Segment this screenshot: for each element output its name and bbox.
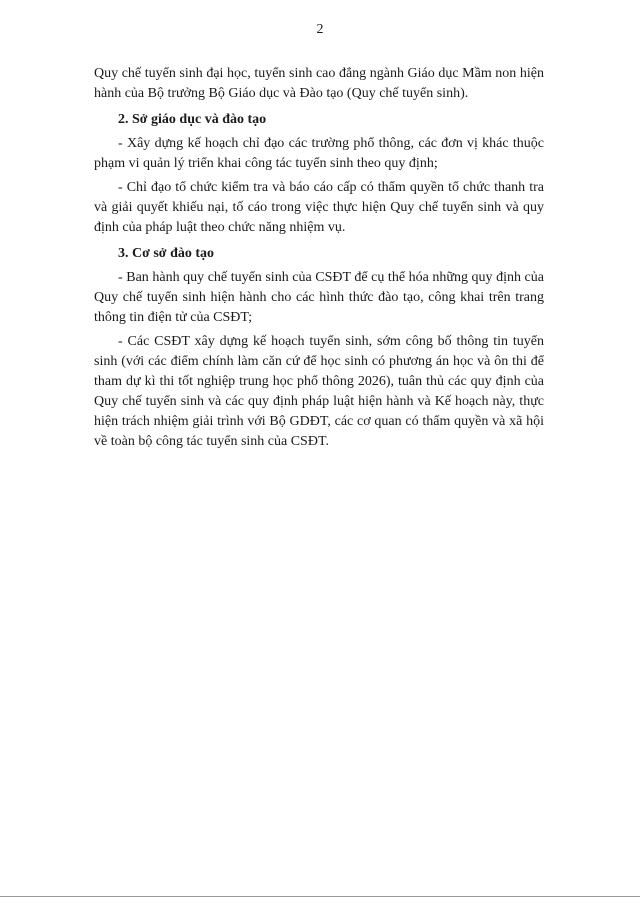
- intro-paragraph: Quy chế tuyển sinh đại học, tuyển sinh cao đẳng ngành Giáo dục Mầm non hiện hành của Bộ trưởng Bộ Giáo dục và Đào tạo (Quy chế tuyển sinh).: [94, 66, 544, 101]
- section-3-heading: 3. Cơ sở đào tạo: [118, 246, 215, 261]
- page-number: 2: [316, 22, 324, 37]
- footer-divider: [0, 896, 640, 897]
- section-3-paragraph-1: - Ban hành quy chế tuyển sinh của CSĐT để cụ thể hóa những quy định của Quy chế tuyển sinh hiện hành cho các hình thức đào tạo, công khai trên trang thông tin điện tử của CSĐT;: [94, 270, 544, 325]
- section-2-heading: 2. Sở giáo dục và đào tạo: [118, 112, 267, 127]
- section-2-paragraph-2: - Chỉ đạo tổ chức kiểm tra và báo cáo cấp có thẩm quyền tổ chức thanh tra và giải quyết khiếu nại, tố cáo trong việc thực hiện Quy chế tuyển sinh và quy định của pháp luật theo chức năng nhiệm vụ.: [94, 180, 544, 235]
- document-body: [94, 64, 544, 452]
- section-2-paragraph-1: - Xây dựng kế hoạch chỉ đạo các trường phổ thông, các đơn vị khác thuộc phạm vi quản lý triển khai công tác tuyển sinh theo quy định;: [94, 136, 544, 171]
- section-3-paragraph-2: - Các CSĐT xây dựng kế hoạch tuyển sinh, sớm công bố thông tin tuyển sinh (với các điểm chính làm căn cứ để học sinh có phương án học và ôn thi để tham dự kì thi tốt nghiệp trung học phổ thông 2026), tuân thủ các quy định của Quy chế tuyển sinh và các quy định pháp luật hiện hành và Kế hoạch này, thực hiện trách nhiệm giải trình với Bộ GDĐT, các cơ quan có thẩm quyền và xã hội về toàn bộ công tác tuyển sinh của CSĐT.: [94, 334, 544, 449]
